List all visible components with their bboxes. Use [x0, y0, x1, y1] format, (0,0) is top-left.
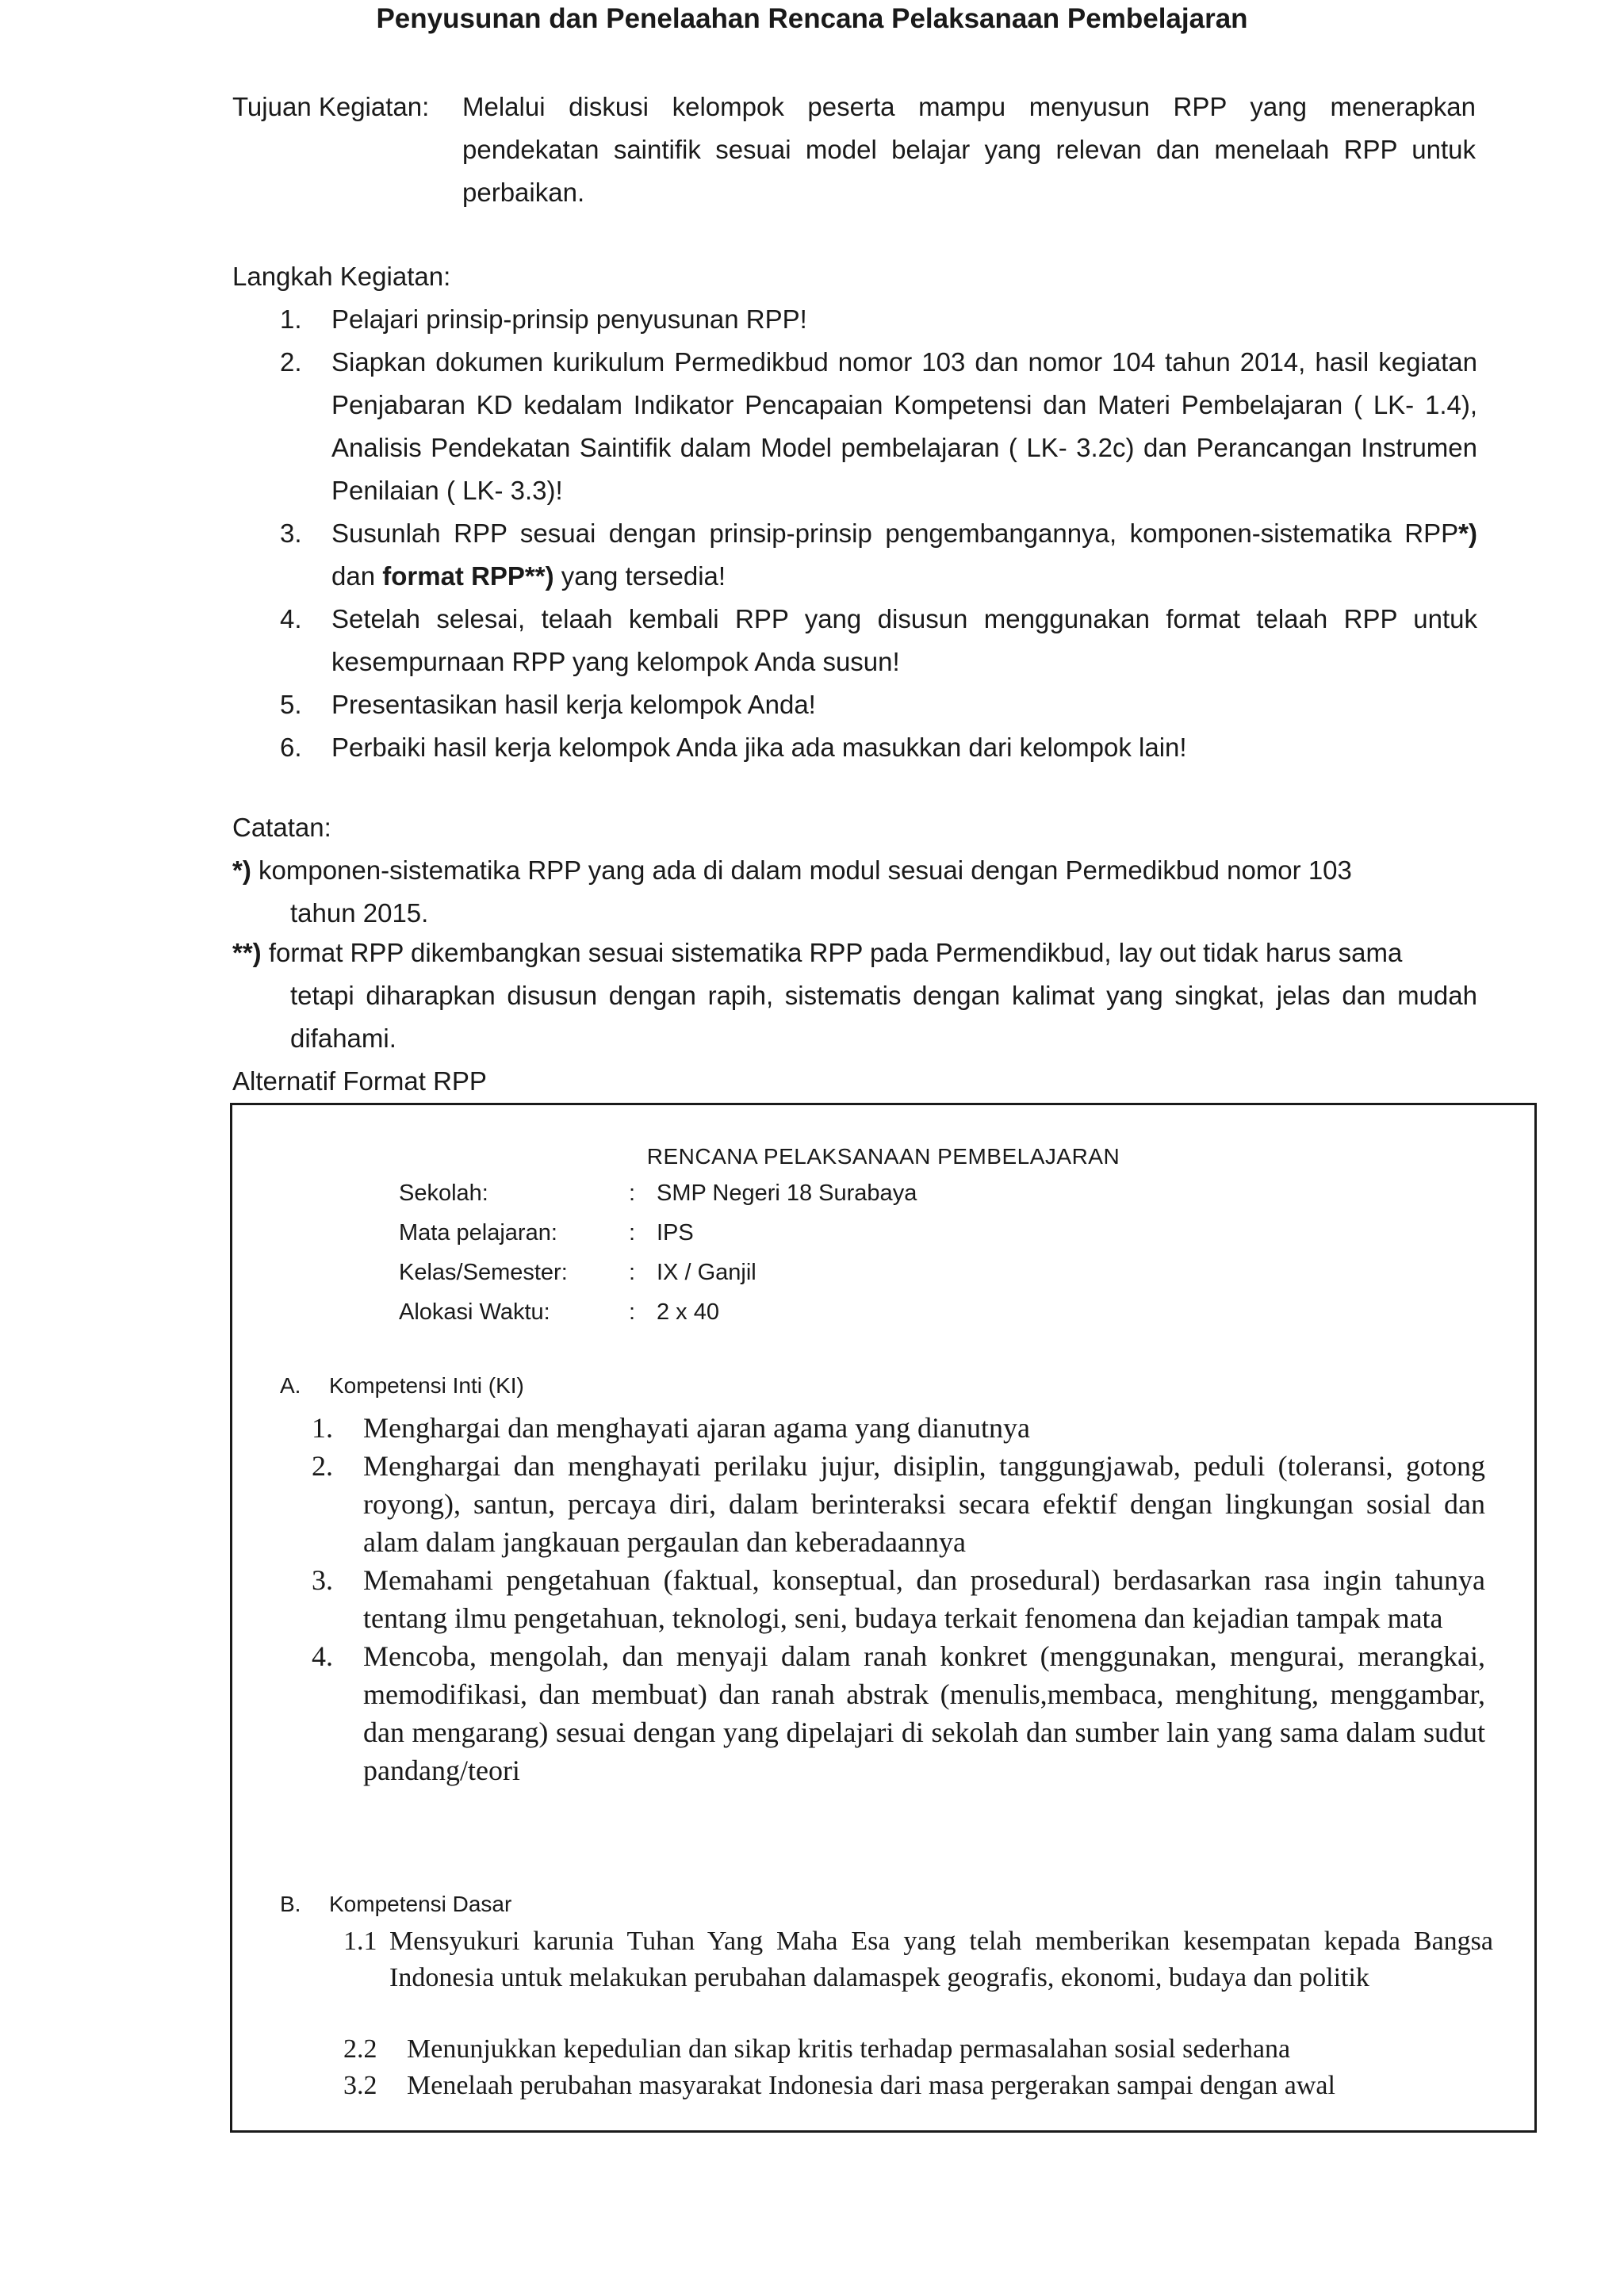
- step-number: 1.: [280, 304, 302, 334]
- section-title: Kompetensi Dasar: [329, 1892, 512, 1916]
- step-number: 4.: [280, 604, 302, 633]
- identity-key: Kelas/Semester:: [399, 1260, 568, 1285]
- list-item: [296, 1637, 1485, 1789]
- step-text: Susunlah RPP sesuai dengan prinsip-prinsip pengembangannya, komponen-sistematika RPP: [331, 519, 1459, 548]
- list-item: [232, 298, 1477, 341]
- kd-text: Menelaah perubahan masyarakat Indonesia dari masa pergerakan sampai dengan awal: [407, 2071, 1335, 2100]
- kd-list: [343, 1923, 1493, 2104]
- rpp-title: RENCANA PELAKSANAAN PEMBELAJARAN: [646, 1144, 1120, 1169]
- kd-number: 1.1: [343, 1927, 377, 1956]
- tujuan-label: Tujuan Kegiatan:: [232, 92, 430, 121]
- step-text: Perbaiki hasil kerja kelompok Anda jika ada masukkan dari kelompok lain!: [331, 733, 1187, 762]
- step-number: 2.: [280, 347, 302, 377]
- list-item: [343, 1923, 1493, 1996]
- identity-key: Alokasi Waktu:: [399, 1299, 550, 1325]
- identity-value: IPS: [657, 1220, 694, 1246]
- langkah-label: Langkah Kegiatan:: [232, 262, 451, 291]
- catatan-label: Catatan:: [232, 813, 331, 842]
- identity-value: SMP Negeri 18 Surabaya: [657, 1181, 917, 1206]
- kd-heading: [280, 1892, 511, 1917]
- ki-number: 1.: [312, 1412, 333, 1444]
- identity-colon: :: [629, 1299, 636, 1325]
- identity-key: Sekolah:: [399, 1181, 488, 1206]
- note-text: format RPP dikembangkan sesuai sistematika RPP pada Permendikbud, lay out tidak harus sama: [261, 938, 1403, 967]
- note-text: tetapi diharapkan disusun dengan rapih, sistematis dengan kalimat yang singkat, jelas dan mudah difahami.: [290, 981, 1477, 1053]
- identity-value: 2 x 40: [657, 1299, 719, 1325]
- ki-text: Menghargai dan menghayati perilaku jujur, disiplin, tanggungjawab, peduli (toleransi, gotong royong), santun, percaya diri, dalam berinteraksi secara efektif dengan lingkungan sosial dan alam dalam jangkauan pergaulan dan keberadaannya: [363, 1450, 1485, 1558]
- note-text: komponen-sistematika RPP yang ada di dalam modul sesuai dengan Permedikbud nomor 103: [251, 855, 1352, 885]
- ki-text: Memahami pengetahuan (faktual, konseptual, dan prosedural) berdasarkan rasa ingin tahunya tentang ilmu pengetahuan, teknologi, seni, budaya terkait fenomena dan kejadian tampak mata: [363, 1564, 1485, 1634]
- step-number: 5.: [280, 690, 302, 719]
- step-text: Setelah selesai, telaah kembali RPP yang disusun menggunakan format telaah RPP untuk kesempurnaan RPP yang kelompok Anda susun!: [331, 604, 1477, 676]
- catatan-note: [232, 849, 1477, 935]
- note-mark: **): [232, 938, 262, 967]
- list-item: [343, 2031, 1493, 2068]
- step-number: 3.: [280, 519, 302, 548]
- section-letter: B.: [280, 1892, 301, 1916]
- ki-number: 3.: [312, 1564, 333, 1596]
- list-item: [232, 683, 1477, 726]
- list-item: [232, 598, 1477, 683]
- kd-text: Mensyukuri karunia Tuhan Yang Maha Esa yang telah memberikan kesempatan kepada Bangsa Indonesia untuk melakukan perubahan dalamaspek geografis, ekonomi, budaya dan politik: [389, 1927, 1493, 1992]
- identity-colon: :: [629, 1220, 636, 1246]
- step-bold: format RPP**): [382, 561, 554, 591]
- tujuan-text: Melalui diskusi kelompok peserta mampu menyusun RPP yang menerapkan pendekatan saintifik sesuai model belajar yang relevan dan menelaah RPP untuk perbaikan.: [462, 92, 1476, 207]
- step-text: Pelajari prinsip-prinsip penyusunan RPP!: [331, 304, 807, 334]
- step-mark: *): [1458, 519, 1477, 548]
- ki-list: [296, 1409, 1485, 1789]
- note-mark: *): [232, 855, 251, 885]
- identity-colon: :: [629, 1181, 636, 1206]
- ki-number: 4.: [312, 1640, 333, 1672]
- rpp-format-box: [230, 1103, 1537, 2133]
- step-text: Siapkan dokumen kurikulum Permedikbud nomor 103 dan nomor 104 tahun 2014, hasil kegiatan Penjabaran KD kedalam Indikator Pencapaian Kompetensi dan Materi Pembelajaran ( LK- 1.4), Analisis Pendekatan Saintifik dalam Model pembelajaran ( LK- 3.2c) dan Perancangan Instrumen Penilaian ( LK- 3.3)!: [331, 347, 1477, 505]
- list-item: [232, 726, 1477, 769]
- page-title: Penyusunan dan Penelaahan Rencana Pelaksanaan Pembelajaran: [376, 3, 1248, 34]
- list-item: [296, 1409, 1485, 1447]
- note-text: tahun 2015.: [290, 898, 429, 928]
- step-text: yang tersedia!: [553, 561, 726, 591]
- kd-text: Menunjukkan kepedulian dan sikap kritis terhadap permasalahan sosial sederhana: [407, 2034, 1291, 2064]
- section-title: Kompetensi Inti (KI): [329, 1373, 524, 1398]
- list-item: [343, 2068, 1493, 2104]
- section-letter: A.: [280, 1373, 301, 1398]
- kd-number: 2.2: [343, 2034, 377, 2064]
- kd-number: 3.2: [343, 2071, 377, 2100]
- ki-heading: [280, 1373, 524, 1399]
- step-number: 6.: [280, 733, 302, 762]
- identity-colon: :: [629, 1260, 636, 1285]
- list-item: [232, 512, 1477, 598]
- catatan-note: [232, 932, 1477, 1060]
- identity-key: Mata pelajaran:: [399, 1220, 557, 1246]
- step-text: dan: [331, 561, 383, 591]
- langkah-list: [232, 298, 1477, 769]
- ki-text: Menghargai dan menghayati ajaran agama yang dianutnya: [363, 1412, 1031, 1444]
- identity-value: IX / Ganjil: [657, 1260, 756, 1285]
- step-text: Presentasikan hasil kerja kelompok Anda!: [331, 690, 816, 719]
- ki-number: 2.: [312, 1450, 333, 1482]
- ki-text: Mencoba, mengolah, dan menyaji dalam ranah konkret (menggunakan, mengurai, merangkai, memodifikasi, dan membuat) dan ranah abstrak (menulis,membaca, menghitung, menggambar, dan mengarang) sesuai dengan yang dipelajari di sekolah dan sumber lain yang sama dalam sudut pandang/teori: [363, 1640, 1485, 1786]
- list-item: [296, 1447, 1485, 1561]
- alternatif-format-label: Alternatif Format RPP: [232, 1066, 487, 1096]
- list-item: [232, 341, 1477, 512]
- list-item: [296, 1561, 1485, 1637]
